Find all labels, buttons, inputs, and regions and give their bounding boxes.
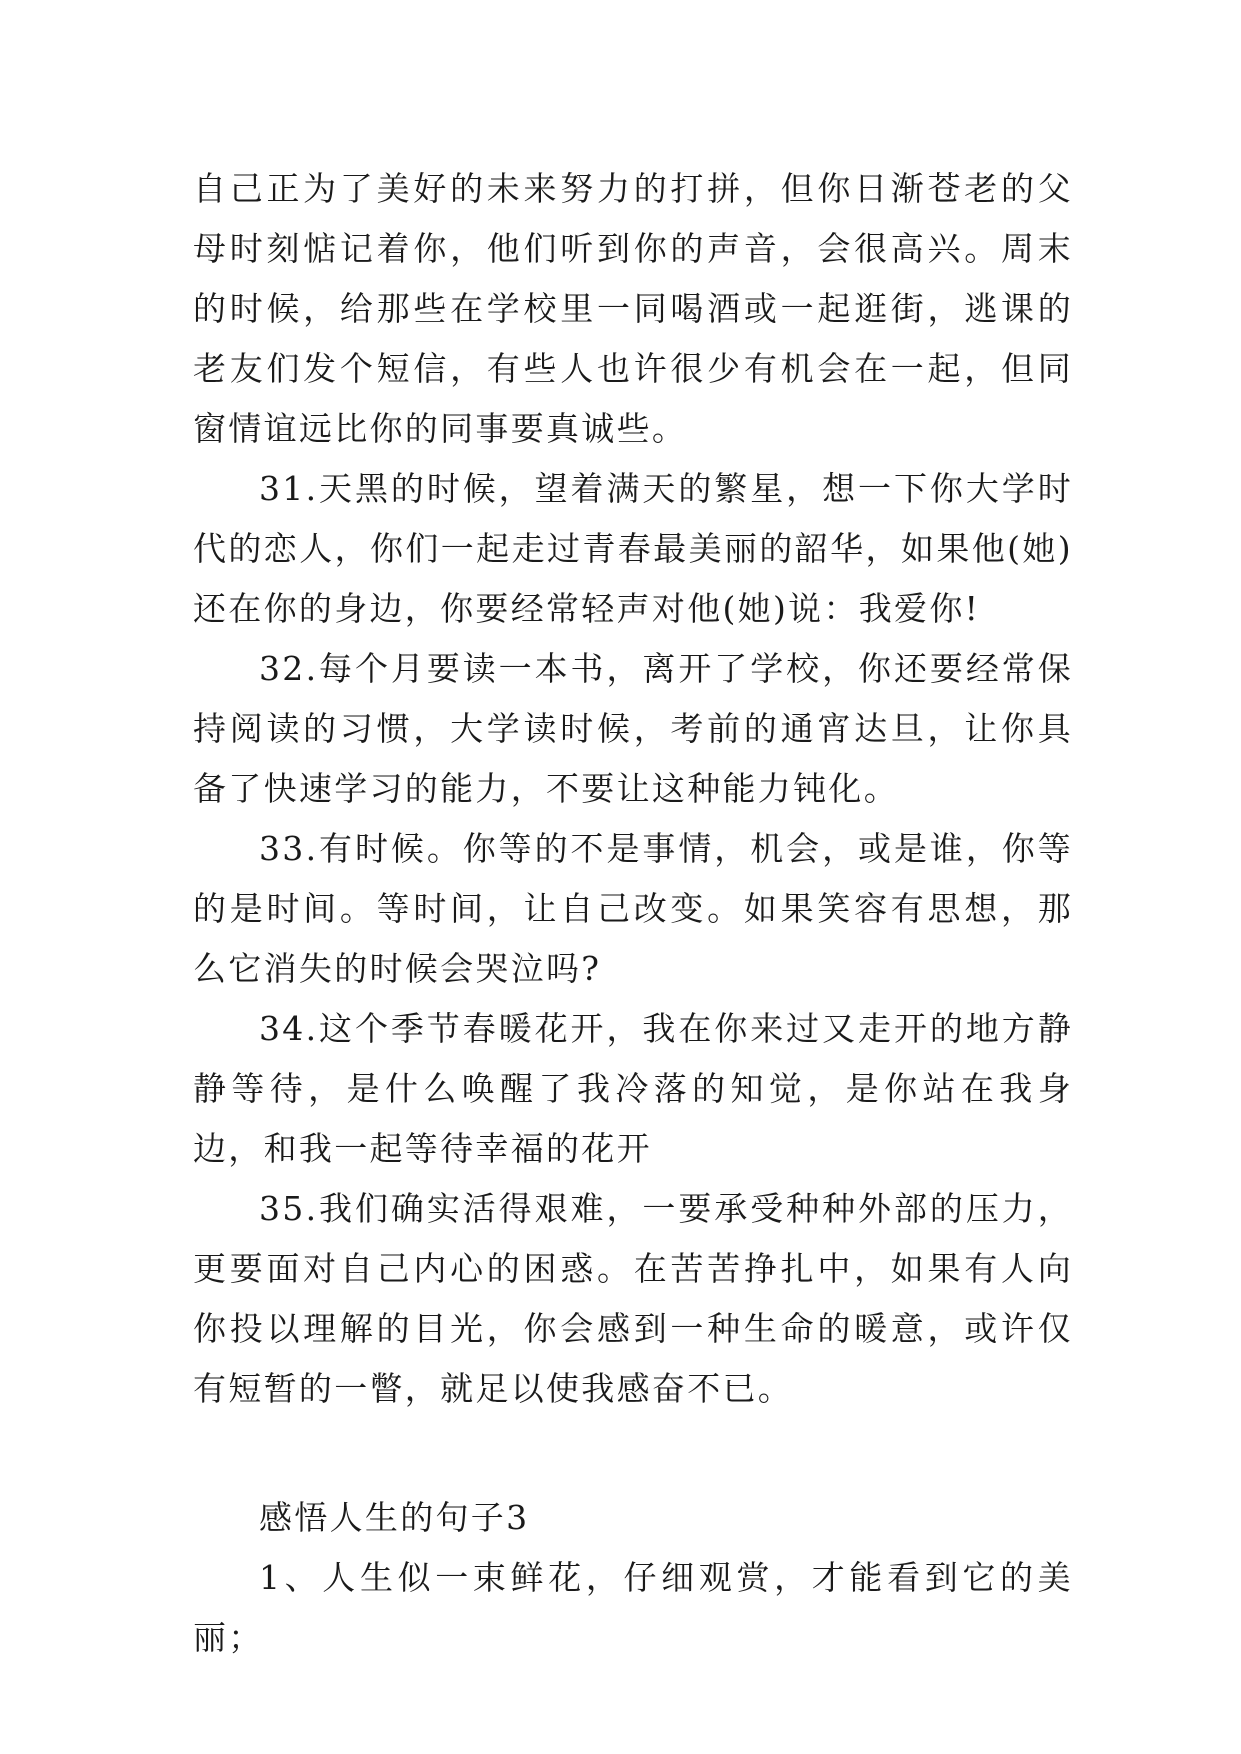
paragraph-34: 34.这个季节春暖花开，我在你来过又走开的地方静静等待，是什么唤醒了我冷落的知觉，是你站在我身边，和我一起等待幸福的花开 <box>193 1009 1073 1168</box>
paragraph-35: 35.我们确实活得艰难，一要承受种种外部的压力，更要面对自己内心的困惑。在苦苦挣扎中，如果有人向你投以理解的目光，你会感到一种生命的暖意，或许仅有短暂的一瞥，就足以使我感奋不已。 <box>193 1189 1073 1408</box>
paragraph-32: 32.每个月要读一本书，离开了学校，你还要经常保持阅读的习惯，大学读时候，考前的通宵达旦，让你具备了快速学习的能力，不要让这种能力钝化。 <box>193 649 1073 808</box>
section-paragraph-1: 1、人生似一束鲜花，仔细观赏，才能看到它的美丽； <box>193 1558 1073 1657</box>
document-body <box>193 159 1073 1668</box>
paragraph-intro: 自己正为了美好的未来努力的打拼，但你日渐苍老的父母时刻惦记着你，他们听到你的声音，会很高兴。周末的时候，给那些在学校里一同喝酒或一起逛街，逃课的老友们发个短信，有些人也许很少有机会在一起，但同窗情谊远比你的同事要真诚些。 <box>193 169 1073 448</box>
paragraph-31: 31.天黑的时候，望着满天的繁星，想一下你大学时代的恋人，你们一起走过青春最美丽的韶华，如果他(她)还在你的身边，你要经常轻声对他(她)说：我爱你! <box>193 469 1073 628</box>
paragraph-33: 33.有时候。你等的不是事情，机会，或是谁，你等的是时间。等时间，让自己改变。如果笑容有思想，那么它消失的时候会哭泣吗? <box>193 829 1073 988</box>
section-heading: 感悟人生的句子3 <box>259 1498 530 1537</box>
